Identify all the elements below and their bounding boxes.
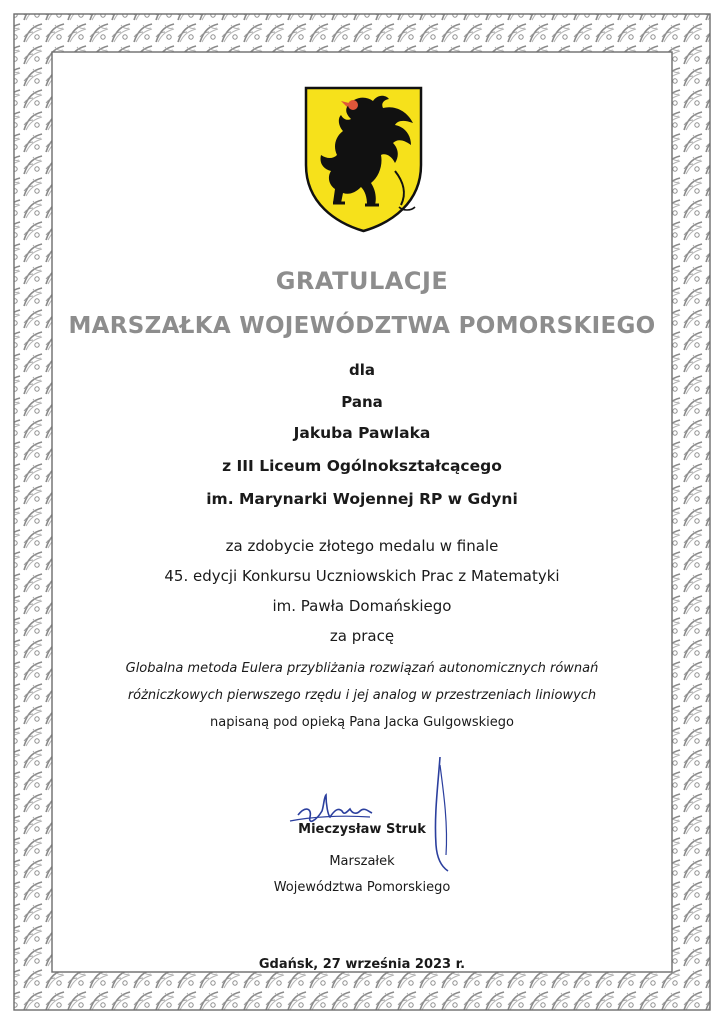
- certificate-title: GRATULACJE: [275, 267, 449, 295]
- reason-line-4: za pracę: [329, 627, 395, 645]
- recipient-intro: dla: [348, 361, 375, 379]
- work-title-line-1: Globalna metoda Eulera przybliżania rozwiązań autonomicznych równań: [125, 661, 599, 676]
- date-line: Gdańsk, 27 września 2023 r.: [258, 957, 466, 972]
- reason-line-3: im. Pawła Domańskiego: [272, 597, 452, 615]
- reason-line-2: 45. edycji Konkursu Uczniowskich Prac z Matematyki: [164, 567, 560, 585]
- signatory-role: Marszałek: [329, 854, 395, 869]
- reason-line-1: za zdobycie złotego medalu w finale: [225, 537, 499, 555]
- school-line-2: im. Marynarki Wojennej RP w Gdyni: [206, 490, 518, 508]
- recipient-honorific: Pana: [341, 393, 383, 411]
- signatory-office: Województwa Pomorskiego: [273, 880, 451, 895]
- griffin-crest-icon: [303, 85, 424, 233]
- recipient-name: Jakuba Pawlaka: [293, 424, 431, 442]
- work-title-line-2: różniczkowych pierwszego rzędu i jej analog w przestrzeniach liniowych: [127, 688, 597, 703]
- school-line-1: z III Liceum Ogólnokształcącego: [222, 457, 502, 475]
- signatory-name: Mieczysław Struk: [298, 822, 426, 837]
- certificate-subtitle: MARSZAŁKA WOJEWÓDZTWA POMORSKIEGO: [68, 313, 656, 339]
- supervisor-line: napisaną pod opieką Pana Jacka Gulgowskiego: [210, 715, 514, 730]
